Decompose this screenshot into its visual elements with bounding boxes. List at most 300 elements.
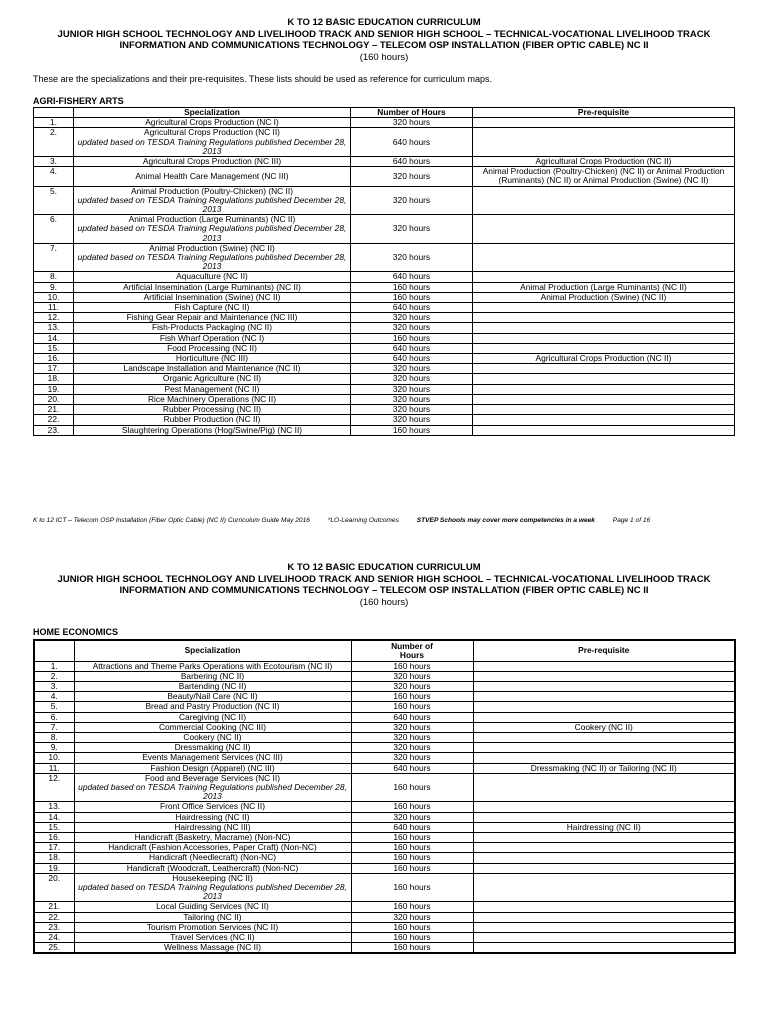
hours-cell: 320 hours bbox=[351, 215, 473, 244]
specialization-cell bbox=[74, 712, 351, 722]
specialization-cell bbox=[74, 692, 351, 702]
specialization-name: Beauty/Nail Care (NC II) bbox=[167, 691, 258, 702]
specialization-name: Slaughtering Operations (Hog/Swine/Pig) (NC II) bbox=[121, 424, 303, 435]
table-row bbox=[34, 802, 735, 812]
prerequisite-cell bbox=[473, 384, 735, 394]
row-number: 14. bbox=[34, 333, 74, 343]
col-prerequisite: Pre-requisite bbox=[473, 640, 735, 661]
row-number: 15. bbox=[34, 343, 74, 353]
table-row bbox=[34, 323, 735, 333]
specialization-cell bbox=[74, 943, 351, 954]
specialization-note: updated based on TESDA Training Regulations published December 28, 2013 bbox=[77, 194, 347, 215]
hours-cell: 320 hours bbox=[351, 118, 473, 128]
specialization-cell bbox=[74, 405, 351, 415]
row-number: 22. bbox=[34, 415, 74, 425]
table-row bbox=[34, 374, 735, 384]
prerequisite-cell bbox=[473, 128, 735, 157]
row-number: 13. bbox=[34, 802, 74, 812]
specialization-name: Handicraft (Basketry, Macrame) (Non-NC) bbox=[134, 831, 291, 842]
prerequisite-cell bbox=[473, 832, 735, 842]
specialization-cell bbox=[74, 773, 351, 802]
col-number bbox=[34, 640, 74, 661]
row-number: 2. bbox=[34, 128, 74, 157]
specialization-cell bbox=[74, 671, 351, 681]
table-row bbox=[34, 671, 735, 681]
prerequisite-cell: Animal Production (Swine) (NC II) bbox=[473, 292, 735, 302]
specialization-cell bbox=[74, 303, 351, 313]
specialization-name: Organic Agriculture (NC II) bbox=[162, 373, 262, 384]
table-row bbox=[34, 912, 735, 922]
row-number: 8. bbox=[34, 272, 74, 282]
row-number: 10. bbox=[34, 753, 74, 763]
specialization-cell bbox=[74, 822, 351, 832]
specialization-name: Hairdressing (NC III) bbox=[174, 821, 251, 832]
row-number: 15. bbox=[34, 822, 74, 832]
specialization-name: Handicraft (Needlecraft) (Non-NC) bbox=[148, 852, 277, 863]
specialization-cell bbox=[74, 832, 351, 842]
hours-cell: 320 hours bbox=[351, 323, 473, 333]
hours-cell: 640 hours bbox=[351, 354, 473, 364]
row-number: 17. bbox=[34, 843, 74, 853]
hours-cell: 320 hours bbox=[351, 912, 473, 922]
specialization-name: Animal Production (Swine) (NC II) bbox=[149, 242, 275, 253]
col-specialization: Specialization bbox=[74, 640, 351, 661]
specialization-name: Bartending (NC II) bbox=[178, 680, 247, 691]
specialization-name: Rubber Production (NC II) bbox=[163, 414, 261, 425]
hours-cell: 320 hours bbox=[351, 384, 473, 394]
specialization-name: Dressmaking (NC II) bbox=[174, 742, 251, 753]
specialization-note: updated based on TESDA Training Regulations published December 28, 2013 bbox=[78, 781, 347, 802]
row-number: 14. bbox=[34, 812, 74, 822]
specialization-name: Hairdressing (NC II) bbox=[175, 811, 250, 822]
table-row bbox=[34, 425, 735, 435]
specialization-name: Tailoring (NC II) bbox=[183, 911, 242, 922]
table-row bbox=[34, 743, 735, 753]
specialization-name: Aquaculture (NC II) bbox=[176, 271, 248, 282]
prerequisite-cell bbox=[473, 853, 735, 863]
specialization-name: Local Guiding Services (NC II) bbox=[156, 901, 269, 912]
specialization-name: Food Processing (NC II) bbox=[167, 342, 257, 353]
row-number: 10. bbox=[34, 292, 74, 302]
specialization-name: Artificial Insemination (Swine) (NC II) bbox=[143, 291, 281, 302]
prerequisite-cell bbox=[473, 405, 735, 415]
intro-text: These are the specializations and their pre-requisites. These lists should be used as reference for curriculum maps. bbox=[33, 74, 493, 84]
specialization-cell bbox=[74, 384, 351, 394]
prerequisite-cell: Agricultural Crops Production (NC II) bbox=[473, 157, 735, 167]
table-row bbox=[34, 157, 735, 167]
table-row bbox=[34, 732, 735, 742]
table-row bbox=[34, 692, 735, 702]
hours-cell: 160 hours bbox=[351, 773, 473, 802]
footer-lo: *LO-Learning Outcomes bbox=[327, 517, 399, 524]
specialization-cell bbox=[74, 243, 351, 272]
table-row bbox=[34, 384, 735, 394]
footer-page: Page 1 of 16 bbox=[612, 517, 651, 524]
prerequisite-cell bbox=[473, 863, 735, 873]
hours-cell: 320 hours bbox=[351, 415, 473, 425]
specialization-name: Fashion Design (Apparel) (NC III) bbox=[150, 762, 275, 773]
specialization-name: Animal Production (Large Ruminants) (NC II) bbox=[128, 214, 296, 225]
hours-cell: 160 hours bbox=[351, 333, 473, 343]
specialization-name: Agricultural Crops Production (NC I) bbox=[145, 117, 279, 128]
table-row bbox=[34, 763, 735, 773]
specialization-cell bbox=[74, 333, 351, 343]
table-row bbox=[34, 681, 735, 691]
header-specialization: INFORMATION AND COMMUNICATIONS TECHNOLOGY – TELECOM OSP INSTALLATION (FIBER OPTIC CABLE) NC II bbox=[119, 40, 649, 51]
table-row bbox=[34, 292, 735, 302]
table-row bbox=[34, 167, 735, 186]
table-row bbox=[34, 313, 735, 323]
row-number: 13. bbox=[34, 323, 74, 333]
prerequisite-cell: Cookery (NC II) bbox=[473, 722, 735, 732]
prerequisite-cell bbox=[473, 843, 735, 853]
hours-cell: 320 hours bbox=[351, 812, 473, 822]
prerequisite-cell bbox=[473, 773, 735, 802]
prerequisite-cell bbox=[473, 943, 735, 954]
specialization-name: Housekeeping (NC II) bbox=[172, 872, 253, 883]
specialization-name: Bread and Pastry Production (NC II) bbox=[145, 701, 280, 712]
specialization-name: Animal Production (Poultry-Chicken) (NC II) bbox=[131, 185, 293, 196]
row-number: 3. bbox=[34, 157, 74, 167]
prerequisite-cell: Hairdressing (NC II) bbox=[473, 822, 735, 832]
hours-cell: 640 hours bbox=[351, 303, 473, 313]
hours-cell: 320 hours bbox=[351, 732, 473, 742]
hours-cell: 320 hours bbox=[351, 364, 473, 374]
hours-cell: 320 hours bbox=[351, 681, 473, 691]
row-number: 12. bbox=[34, 773, 74, 802]
specialization-name: Pest Management (NC II) bbox=[164, 383, 260, 394]
prerequisite-cell: Dressmaking (NC II) or Tailoring (NC II) bbox=[473, 763, 735, 773]
prerequisite-cell bbox=[473, 425, 735, 435]
row-number: 11. bbox=[34, 763, 74, 773]
specialization-cell bbox=[74, 661, 351, 671]
specialization-cell bbox=[74, 843, 351, 853]
row-number: 25. bbox=[34, 943, 74, 954]
specialization-cell bbox=[74, 282, 351, 292]
specialization-cell bbox=[74, 128, 351, 157]
table-row bbox=[34, 753, 735, 763]
specialization-cell bbox=[74, 702, 351, 712]
specialization-name: Handicraft (Woodcraft, Leathercraft) (Non-NC) bbox=[126, 862, 299, 873]
row-number: 9. bbox=[34, 743, 74, 753]
prerequisite-cell bbox=[473, 323, 735, 333]
specialization-cell bbox=[74, 394, 351, 404]
table-row bbox=[34, 415, 735, 425]
row-number: 8. bbox=[34, 732, 74, 742]
row-number: 17. bbox=[34, 364, 74, 374]
header-title-2: K TO 12 BASIC EDUCATION CURRICULUM bbox=[287, 562, 481, 573]
specialization-cell bbox=[74, 425, 351, 435]
specialization-cell bbox=[74, 374, 351, 384]
table-row bbox=[34, 712, 735, 722]
row-number: 18. bbox=[34, 374, 74, 384]
specialization-name: Horticulture (NC III) bbox=[175, 353, 249, 364]
footer-stvep bbox=[417, 517, 595, 524]
table-row bbox=[34, 282, 735, 292]
prerequisite-cell bbox=[473, 753, 735, 763]
hours-cell: 640 hours bbox=[351, 712, 473, 722]
prerequisite-cell bbox=[473, 671, 735, 681]
row-number: 7. bbox=[34, 722, 74, 732]
hours-cell: 160 hours bbox=[351, 425, 473, 435]
specialization-name: Food and Beverage Services (NC II) bbox=[145, 772, 280, 783]
hours-cell: 640 hours bbox=[351, 157, 473, 167]
prerequisite-cell: Animal Production (Poultry-Chicken) (NC II) or Animal Production (Ruminants) (NC II) or Animal Production (Swine) (NC II) bbox=[473, 167, 735, 186]
row-number: 16. bbox=[34, 832, 74, 842]
table-row bbox=[34, 853, 735, 863]
hours-cell: 640 hours bbox=[351, 822, 473, 832]
footer-doc: K to 12 ICT – Telecom OSP Installation (Fiber Optic Cable) (NC II) Curriculum Guide May 2016 bbox=[33, 517, 310, 524]
row-number: 20. bbox=[34, 394, 74, 404]
prerequisite-cell bbox=[473, 272, 735, 282]
row-number: 12. bbox=[34, 313, 74, 323]
row-number: 19. bbox=[34, 384, 74, 394]
row-number: 4. bbox=[34, 167, 74, 186]
table-row bbox=[34, 812, 735, 822]
table-row bbox=[34, 943, 735, 954]
specialization-name: Animal Health Care Management (NC III) bbox=[135, 170, 289, 181]
row-number: 5. bbox=[34, 186, 74, 215]
specialization-cell bbox=[74, 186, 351, 215]
specialization-cell bbox=[74, 802, 351, 812]
row-number: 24. bbox=[34, 932, 74, 942]
footer-stvep-text: STVEP Schools may cover more competencies in a week bbox=[416, 517, 595, 524]
header-hours-2: (160 hours) bbox=[359, 596, 409, 608]
hours-cell: 160 hours bbox=[351, 692, 473, 702]
specialization-name: Rice Machinery Operations (NC II) bbox=[148, 393, 276, 404]
table-row bbox=[34, 243, 735, 272]
specialization-cell bbox=[74, 681, 351, 691]
table-row bbox=[34, 333, 735, 343]
hours-cell: 320 hours bbox=[351, 405, 473, 415]
table-row bbox=[34, 405, 735, 415]
col-specialization: Specialization bbox=[74, 108, 351, 118]
table-row bbox=[34, 186, 735, 215]
table-header-row bbox=[34, 108, 735, 118]
hours-cell: 160 hours bbox=[351, 863, 473, 873]
specialization-name: Caregiving (NC II) bbox=[178, 711, 247, 722]
hours-cell: 160 hours bbox=[351, 932, 473, 942]
col-prerequisite: Pre-requisite bbox=[473, 108, 735, 118]
table-row bbox=[34, 932, 735, 942]
hours-cell: 160 hours bbox=[351, 661, 473, 671]
specialization-cell bbox=[74, 157, 351, 167]
prerequisite-cell bbox=[473, 374, 735, 384]
row-number: 23. bbox=[34, 922, 74, 932]
specialization-cell bbox=[74, 118, 351, 128]
agri-table bbox=[33, 107, 735, 436]
hours-cell: 320 hours bbox=[351, 394, 473, 404]
hours-cell: 160 hours bbox=[351, 853, 473, 863]
row-number: 21. bbox=[34, 405, 74, 415]
specialization-cell bbox=[74, 354, 351, 364]
specialization-name: Fish Capture (NC II) bbox=[174, 302, 250, 313]
hours-cell: 160 hours bbox=[351, 943, 473, 954]
specialization-name: Events Management Services (NC III) bbox=[142, 752, 283, 763]
specialization-cell bbox=[74, 167, 351, 186]
row-number: 2. bbox=[34, 671, 74, 681]
table-row bbox=[34, 354, 735, 364]
specialization-name: Agricultural Crops Production (NC II) bbox=[144, 127, 280, 138]
table-row bbox=[34, 272, 735, 282]
prerequisite-cell bbox=[473, 681, 735, 691]
prerequisite-cell bbox=[473, 932, 735, 942]
prerequisite-cell bbox=[473, 692, 735, 702]
prerequisite-cell bbox=[473, 303, 735, 313]
hours-cell: 160 hours bbox=[351, 873, 473, 902]
prerequisite-cell bbox=[473, 902, 735, 912]
specialization-name: Travel Services (NC II) bbox=[170, 931, 255, 942]
hours-cell: 160 hours bbox=[351, 282, 473, 292]
prerequisite-cell bbox=[473, 743, 735, 753]
specialization-name: Fish Wharf Operation (NC I) bbox=[159, 332, 265, 343]
page-header bbox=[0, 17, 768, 63]
specialization-name: Agricultural Crops Production (NC III) bbox=[142, 156, 282, 167]
hours-cell: 160 hours bbox=[351, 902, 473, 912]
header-track-2: JUNIOR HIGH SCHOOL TECHNOLOGY AND LIVELIHOOD TRACK AND SENIOR HIGH SCHOOL – TECHNICAL-VOCATIONAL LIVELIHOOD TRACK bbox=[57, 573, 711, 585]
specialization-name: Handicraft (Fashion Accessories, Paper Craft) (Non-NC) bbox=[108, 842, 317, 853]
specialization-name: Cookery (NC II) bbox=[183, 731, 242, 742]
hours-cell: 640 hours bbox=[351, 343, 473, 353]
table-row bbox=[34, 822, 735, 832]
table-row bbox=[34, 863, 735, 873]
table-row bbox=[34, 843, 735, 853]
table-row bbox=[34, 922, 735, 932]
row-number: 9. bbox=[34, 282, 74, 292]
specialization-note: updated based on TESDA Training Regulations published December 28, 2013 bbox=[77, 252, 347, 272]
table-row bbox=[34, 128, 735, 157]
prerequisite-cell bbox=[473, 313, 735, 323]
hours-cell: 160 hours bbox=[351, 922, 473, 932]
hours-cell: 160 hours bbox=[351, 832, 473, 842]
section-title-agri: AGRI-FISHERY ARTS bbox=[33, 96, 124, 106]
table-row bbox=[34, 832, 735, 842]
specialization-name: Front Office Services (NC II) bbox=[159, 801, 266, 812]
specialization-note: updated based on TESDA Training Regulations published December 28, 2013 bbox=[77, 223, 347, 243]
prerequisite-cell bbox=[473, 415, 735, 425]
table-row bbox=[34, 773, 735, 802]
prerequisite-cell bbox=[473, 732, 735, 742]
hours-cell: 320 hours bbox=[351, 671, 473, 681]
specialization-name: Attractions and Theme Parks Operations with Ecotourism (NC II) bbox=[92, 660, 333, 671]
prerequisite-cell bbox=[473, 912, 735, 922]
table-header-row bbox=[34, 640, 735, 661]
prerequisite-cell bbox=[473, 364, 735, 374]
hours-cell: 320 hours bbox=[351, 374, 473, 384]
prerequisite-cell bbox=[473, 922, 735, 932]
specialization-cell bbox=[74, 863, 351, 873]
specialization-cell bbox=[74, 873, 351, 902]
table-row bbox=[34, 343, 735, 353]
row-number: 19. bbox=[34, 863, 74, 873]
hours-cell: 640 hours bbox=[351, 763, 473, 773]
row-number: 1. bbox=[34, 118, 74, 128]
prerequisite-cell bbox=[473, 702, 735, 712]
hours-cell: 320 hours bbox=[351, 722, 473, 732]
specialization-cell bbox=[74, 912, 351, 922]
specialization-name: Barbering (NC II) bbox=[180, 670, 245, 681]
row-number: 18. bbox=[34, 853, 74, 863]
specialization-cell bbox=[74, 323, 351, 333]
specialization-name: Rubber Processing (NC II) bbox=[162, 404, 262, 415]
prerequisite-cell bbox=[473, 215, 735, 244]
table-row bbox=[34, 722, 735, 732]
col-hours: Number of Hours bbox=[351, 108, 473, 118]
header-track: JUNIOR HIGH SCHOOL TECHNOLOGY AND LIVELIHOOD TRACK AND SENIOR HIGH SCHOOL – TECHNICAL-VOCATIONAL LIVELIHOOD TRACK bbox=[57, 28, 711, 40]
specialization-cell bbox=[74, 922, 351, 932]
table-row bbox=[34, 702, 735, 712]
row-number: 11. bbox=[34, 303, 74, 313]
prerequisite-cell bbox=[473, 712, 735, 722]
page-footer bbox=[33, 517, 733, 524]
table-row bbox=[34, 873, 735, 902]
specialization-name: Tourism Promotion Services (NC II) bbox=[146, 921, 279, 932]
row-number: 3. bbox=[34, 681, 74, 691]
specialization-cell bbox=[74, 753, 351, 763]
table-row bbox=[34, 364, 735, 374]
prerequisite-cell bbox=[473, 186, 735, 215]
prerequisite-cell bbox=[473, 243, 735, 272]
table-row bbox=[34, 303, 735, 313]
specialization-cell bbox=[74, 364, 351, 374]
table-row bbox=[34, 118, 735, 128]
hours-cell: 160 hours bbox=[351, 702, 473, 712]
row-number: 7. bbox=[34, 243, 74, 272]
specialization-cell bbox=[74, 732, 351, 742]
specialization-cell bbox=[74, 415, 351, 425]
specialization-note: updated based on TESDA Training Regulations published December 28, 2013 bbox=[78, 881, 347, 902]
specialization-name: Wellness Massage (NC II) bbox=[163, 942, 262, 953]
hours-cell: 320 hours bbox=[351, 753, 473, 763]
col-number bbox=[34, 108, 74, 118]
specialization-cell bbox=[74, 812, 351, 822]
specialization-cell bbox=[74, 932, 351, 942]
specialization-cell bbox=[74, 292, 351, 302]
header-hours: (160 hours) bbox=[359, 51, 409, 63]
prerequisite-cell bbox=[473, 661, 735, 671]
prerequisite-cell bbox=[473, 343, 735, 353]
table-row bbox=[34, 902, 735, 912]
specialization-cell bbox=[74, 743, 351, 753]
specialization-name: Landscape Installation and Maintenance (NC II) bbox=[123, 363, 301, 374]
specialization-name: Fishing Gear Repair and Maintenance (NC III) bbox=[126, 312, 298, 323]
prerequisite-cell bbox=[473, 394, 735, 404]
specialization-name: Commercial Cooking (NC III) bbox=[158, 721, 267, 732]
specialization-name: Fish-Products Packaging (NC II) bbox=[151, 322, 273, 333]
prerequisite-cell: Animal Production (Large Ruminants) (NC II) bbox=[473, 282, 735, 292]
specialization-name: Artificial Insemination (Large Ruminants) (NC II) bbox=[123, 281, 301, 292]
table-row bbox=[34, 215, 735, 244]
section-title-home: HOME ECONOMICS bbox=[33, 627, 119, 637]
row-number: 20. bbox=[34, 873, 74, 902]
row-number: 16. bbox=[34, 354, 74, 364]
hours-cell: 320 hours bbox=[351, 313, 473, 323]
row-number: 22. bbox=[34, 912, 74, 922]
specialization-cell bbox=[74, 853, 351, 863]
hours-cell: 160 hours bbox=[351, 802, 473, 812]
specialization-cell bbox=[74, 763, 351, 773]
col-hours: Number of Hours bbox=[351, 640, 473, 661]
prerequisite-cell bbox=[473, 333, 735, 343]
prerequisite-cell: Agricultural Crops Production (NC II) bbox=[473, 354, 735, 364]
hours-cell: 320 hours bbox=[351, 243, 473, 272]
row-number: 21. bbox=[34, 902, 74, 912]
specialization-cell bbox=[74, 272, 351, 282]
specialization-cell bbox=[74, 215, 351, 244]
specialization-cell bbox=[74, 313, 351, 323]
row-number: 23. bbox=[34, 425, 74, 435]
specialization-note: updated based on TESDA Training Regulations published December 28, 2013 bbox=[77, 136, 347, 156]
